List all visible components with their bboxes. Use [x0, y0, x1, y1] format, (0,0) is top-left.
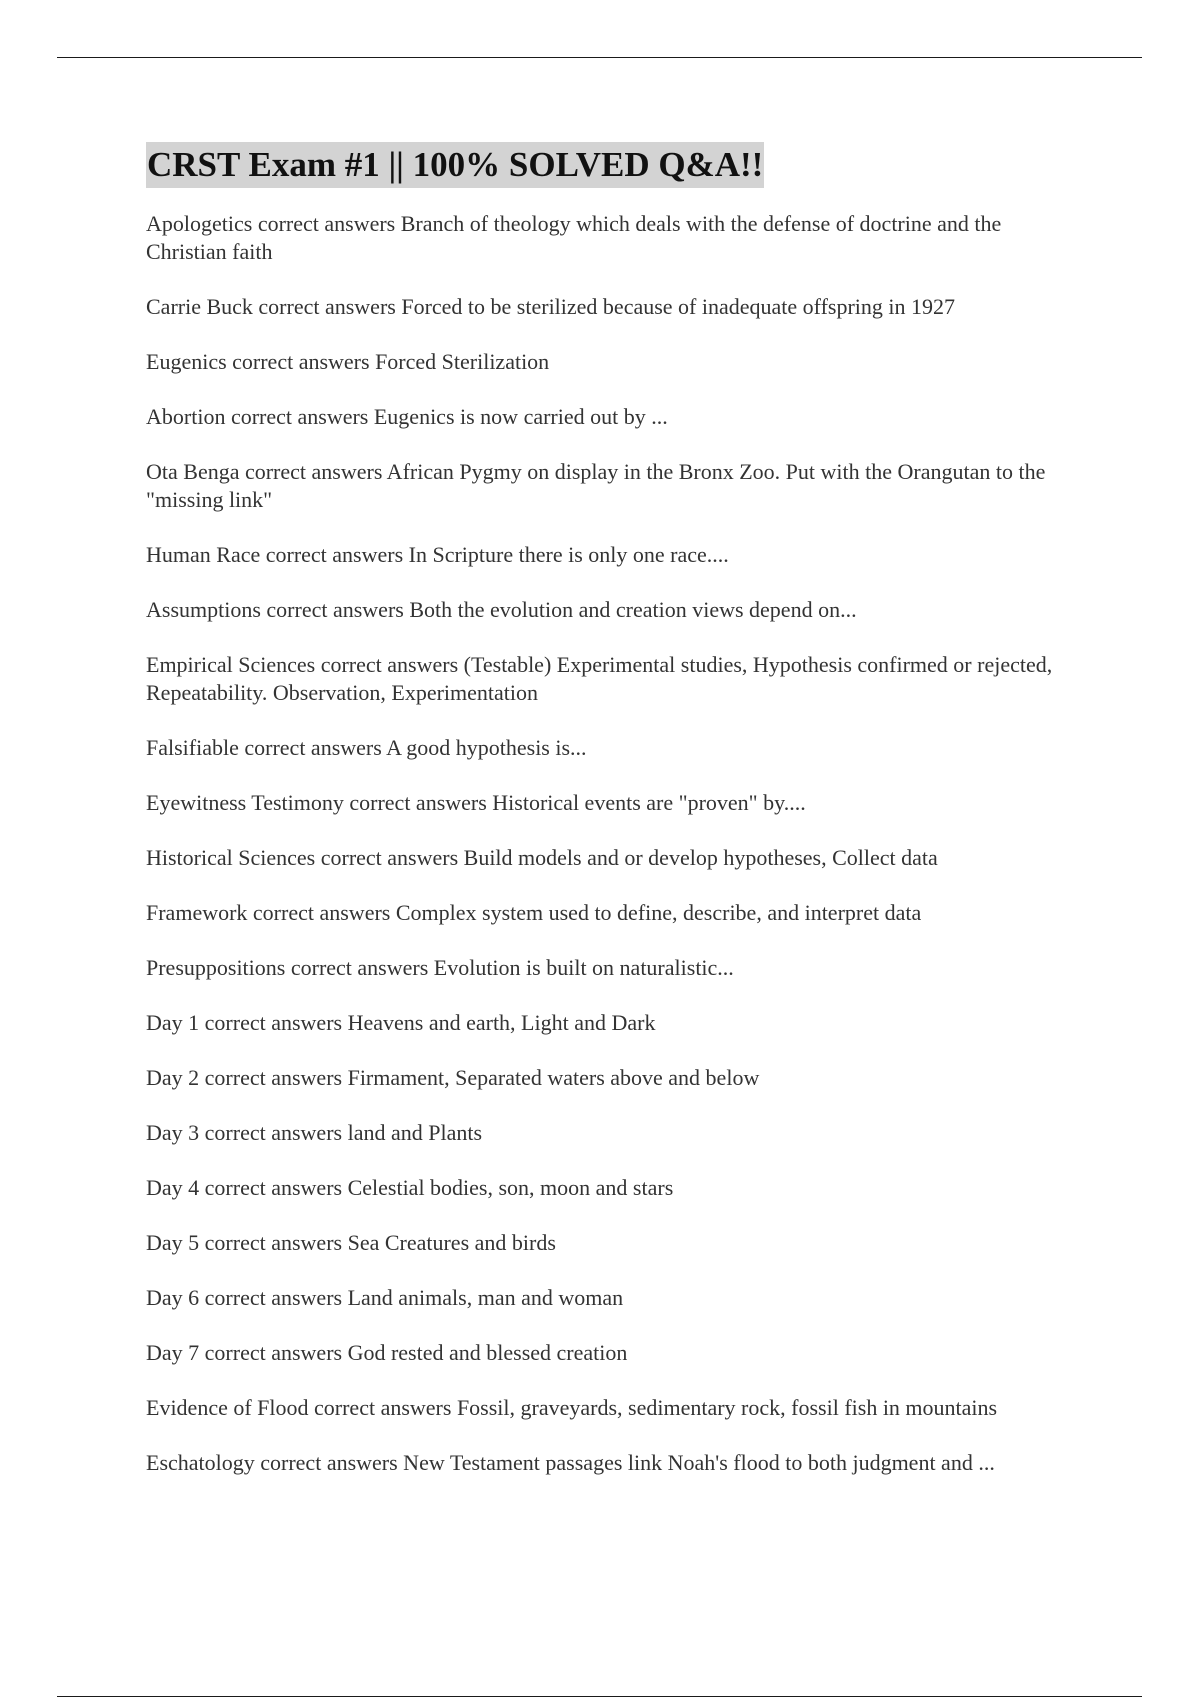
qa-item: Empirical Sciences correct answers (Testable) Experimental studies, Hypothesis confirmed or rejected, Repeatability. Observation, Experimentation — [146, 652, 1053, 705]
qa-item: Abortion correct answers Eugenics is now carried out by ... — [146, 404, 668, 429]
qa-item: Evidence of Flood correct answers Fossil, graveyards, sedimentary rock, fossil fish in mountains — [146, 1395, 998, 1420]
qa-item: Day 4 correct answers Celestial bodies, son, moon and stars — [146, 1175, 674, 1200]
qa-item: Eugenics correct answers Forced Sterilization — [146, 349, 550, 374]
qa-item: Framework correct answers Complex system used to define, describe, and interpret data — [146, 900, 922, 925]
qa-list — [146, 210, 1066, 1477]
qa-item: Eyewitness Testimony correct answers Historical events are "proven" by.... — [146, 790, 806, 815]
qa-item: Ota Benga correct answers African Pygmy on display in the Bronx Zoo. Put with the Orangutan to the "missing link" — [146, 459, 1046, 512]
qa-item: Day 5 correct answers Sea Creatures and birds — [146, 1230, 556, 1255]
qa-item: Day 2 correct answers Firmament, Separated waters above and below — [146, 1065, 760, 1090]
qa-item: Apologetics correct answers Branch of theology which deals with the defense of doctrine and the Christian faith — [146, 211, 1002, 264]
document-body — [146, 142, 1066, 1504]
qa-item: Day 7 correct answers God rested and blessed creation — [146, 1340, 628, 1365]
qa-item: Day 3 correct answers land and Plants — [146, 1120, 483, 1145]
qa-item: Falsifiable correct answers A good hypothesis is... — [146, 735, 587, 760]
header-rule — [57, 57, 1142, 58]
qa-item: Human Race correct answers In Scripture there is only one race.... — [146, 542, 729, 567]
document-title: CRST Exam #1 || 100% SOLVED Q&A!! — [146, 142, 764, 188]
qa-item: Historical Sciences correct answers Build models and or develop hypotheses, Collect data — [146, 845, 938, 870]
qa-item: Eschatology correct answers New Testament passages link Noah's flood to both judgment and ... — [146, 1450, 995, 1475]
qa-item: Carrie Buck correct answers Forced to be sterilized because of inadequate offspring in 1927 — [146, 294, 956, 319]
qa-item: Assumptions correct answers Both the evolution and creation views depend on... — [146, 597, 857, 622]
qa-item: Day 6 correct answers Land animals, man and woman — [146, 1285, 624, 1310]
qa-item: Day 1 correct answers Heavens and earth, Light and Dark — [146, 1010, 656, 1035]
footer-rule — [57, 1696, 1142, 1697]
qa-item: Presuppositions correct answers Evolution is built on naturalistic... — [146, 955, 734, 980]
